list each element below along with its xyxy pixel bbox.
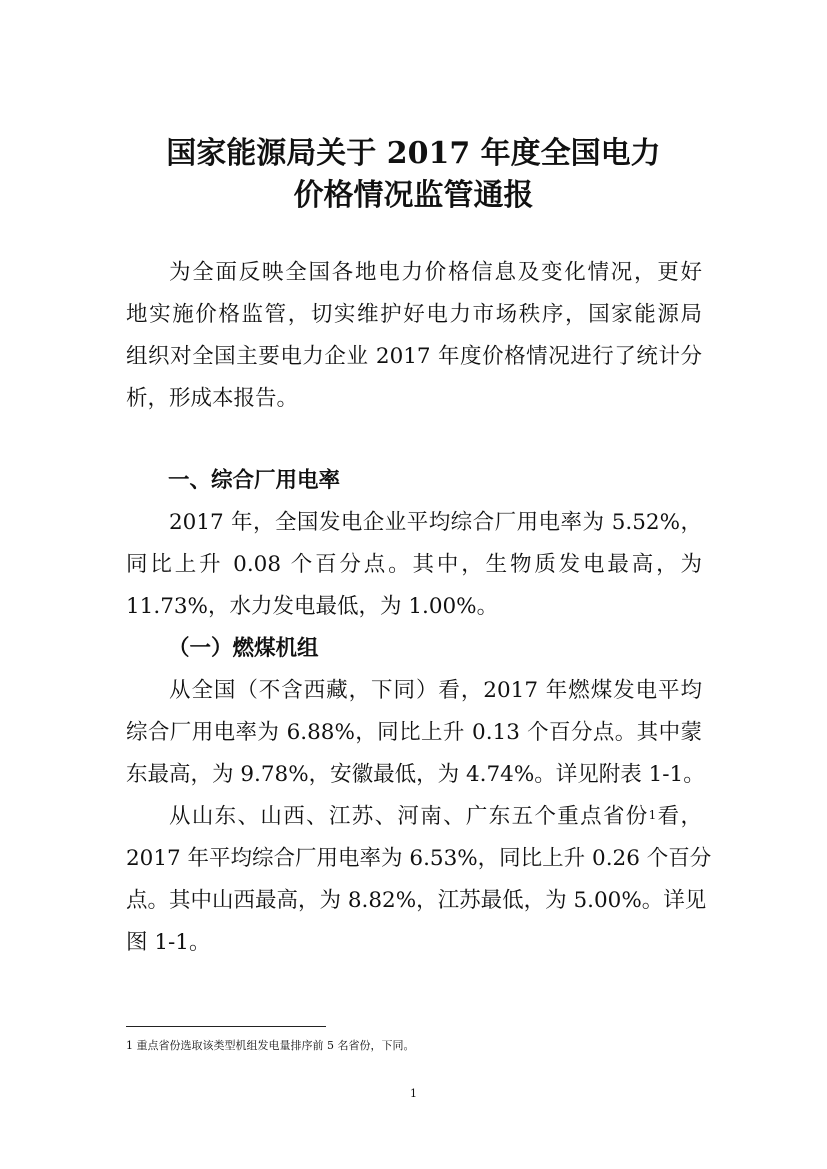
section1-line-1: 2017 年，全国发电企业平均综合厂用电率为 5.52%， (169, 510, 702, 535)
intro-line-2: 地实施价格监管，切实维护好电力市场秩序，国家能源局 (126, 302, 702, 327)
subsection1-p1-line-2: 综合厂用电率为 6.88%，同比上升 0.13 个百分点。其中蒙 (126, 720, 702, 745)
section1-line-2: 同比上升 0.08 个百分点。其中，生物质发电最高，为 (126, 552, 702, 577)
page-number: 1 (410, 1087, 417, 1100)
intro-line-1: 为全面反映全国各地电力价格信息及变化情况，更好 (169, 260, 702, 285)
subsection1-p1-line-3: 东最高，为 9.78%，安徽最低，为 4.74%。详见附表 1-1。 (126, 762, 705, 787)
footnote-divider (126, 1026, 326, 1027)
footnote-1: 1 重点省份选取该类型机组发电量排序前 5 名省份，下同。 (126, 1039, 415, 1052)
footnote-ref-1: 1 (648, 808, 657, 822)
section-heading-1: 一、综合厂用电率 (168, 468, 341, 493)
subsection1-p2-text: 从山东、山西、江苏、河南、广东五个重点省份 (169, 804, 649, 829)
subsection1-p1-line-1: 从全国（不含西藏，下同）看，2017 年燃煤发电平均 (169, 678, 702, 703)
subsection1-p2-line-2: 2017 年平均综合厂用电率为 6.53%，同比上升 0.26 个百分 (126, 846, 712, 871)
intro-line-3: 组织对全国主要电力企业 2017 年度价格情况进行了统计分 (126, 344, 702, 369)
subsection1-p2-line-3: 点。其中山西最高，为 8.82%，江苏最低，为 5.00%。详见 (126, 888, 707, 913)
document-title-line-1: 国家能源局关于 2017 年度全国电力 (166, 136, 661, 171)
document-title-line-2: 价格情况监管通报 (293, 178, 534, 213)
section1-line-3: 11.73%，水力发电最低，为 1.00%。 (126, 594, 499, 619)
subsection1-p2-line-4: 图 1-1。 (126, 930, 211, 955)
subsection-heading-1: （一）燃煤机组 (168, 636, 319, 661)
subsection1-p2-line-1 (169, 802, 702, 832)
subsection1-p2-text-end: 看， (656, 804, 702, 829)
intro-line-4: 析，形成本报告。 (126, 386, 299, 411)
